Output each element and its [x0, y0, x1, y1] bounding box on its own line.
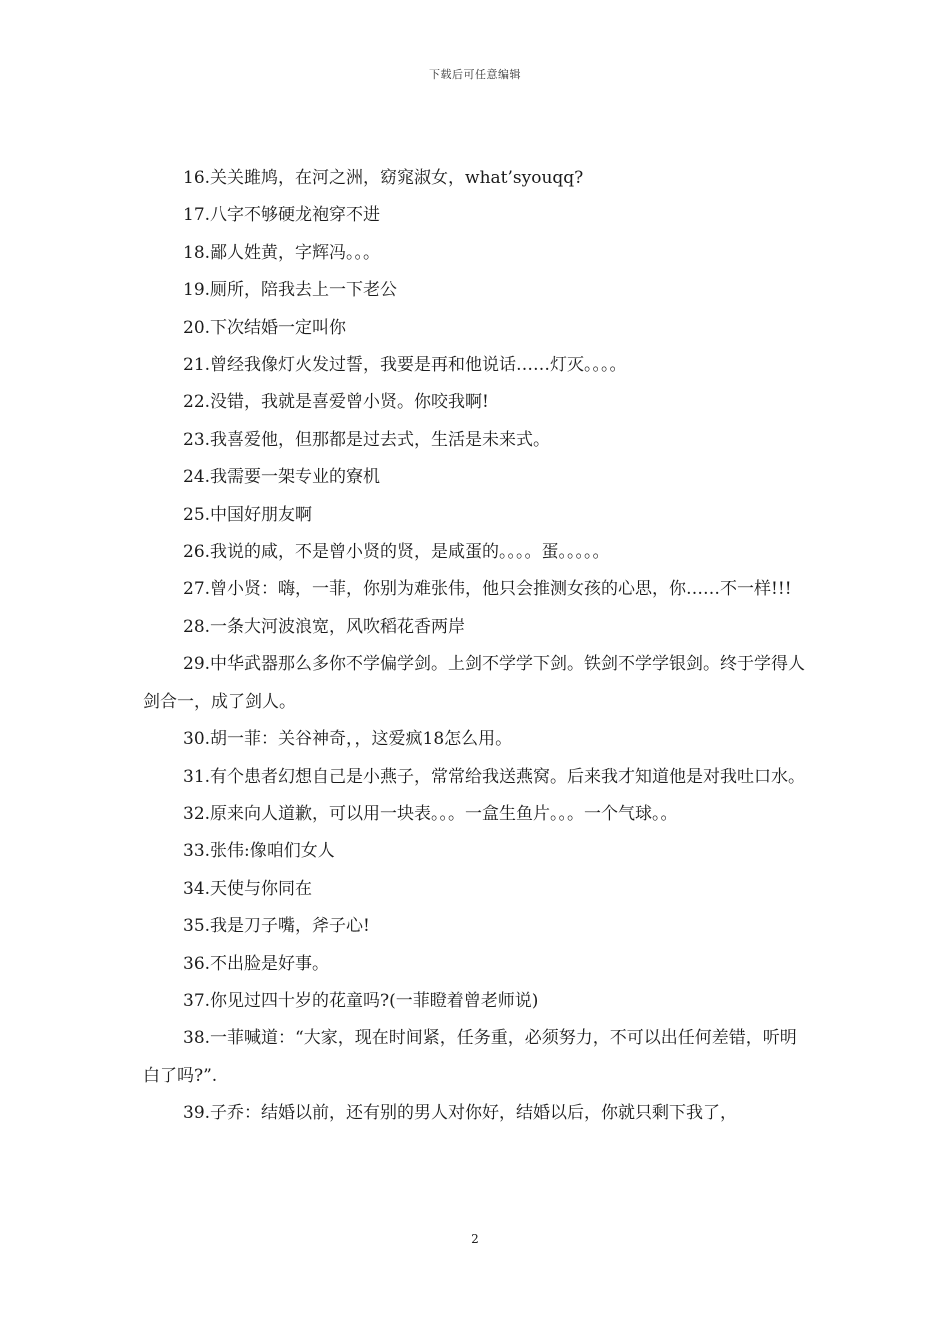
- paragraph: 35.我是刀子嘴，斧子心!: [183, 916, 370, 937]
- paragraph: 19.厕所，陪我去上一下老公: [183, 280, 398, 301]
- paragraph: 36.不出脸是好事。: [183, 953, 330, 974]
- paragraph: 24.我需要一架专业的寮机: [183, 467, 381, 488]
- paragraph: 31.有个患者幻想自己是小燕子，常常给我送燕窝。后来我才知道他是对我吐口水。: [183, 766, 806, 787]
- paragraph: 23.我喜爱他，但那都是过去式，生活是未来式。: [183, 429, 551, 450]
- paragraph: 26.我说的咸，不是曾小贤的贤，是咸蛋的。。。。蛋。。。。。: [183, 542, 610, 563]
- paragraph: 16.关关雎鸠，在河之洲，窈窕淑女，what’syouqq?: [183, 168, 584, 188]
- paragraph: 29.中华武器那么多你不学偏学剑。上剑不学学下剑。铁剑不学学银剑。终于学得人剑合一，成了剑人。: [143, 654, 806, 712]
- paragraph: 33.张伟:像咱们女人: [183, 841, 335, 862]
- paragraph: 22.没错，我就是喜爱曾小贤。你咬我啊!: [183, 392, 489, 413]
- paragraph: 34.天使与你同在: [183, 878, 313, 899]
- page-header: 下载后可任意编辑: [429, 68, 521, 81]
- paragraph: 32.原来向人道歉，可以用一块表。。。一盒生鱼片。。。一个气球。。: [183, 803, 678, 824]
- document-body: [143, 160, 809, 1133]
- paragraph: 37.你见过四十岁的花童吗?(一菲瞪着曾老师说): [183, 990, 539, 1011]
- paragraph: 25.中国好朋友啊: [183, 504, 313, 525]
- paragraph: 38.一菲喊道：“大家，现在时间紧，任务重，必须努力，不可以出任何差错，听明白了吗?”.: [143, 1028, 797, 1086]
- page-number: 2: [471, 1232, 479, 1246]
- paragraph: 21.曾经我像灯火发过誓，我要是再和他说话……灯灭。。。。: [183, 355, 627, 376]
- paragraph: 28.一条大河波浪宽，风吹稻花香两岸: [183, 616, 466, 637]
- paragraph: 39.子乔：结婚以前，还有别的男人对你好，结婚以后，你就只剩下我了，: [183, 1103, 738, 1124]
- paragraph: 18.鄙人姓黄，字辉冯。。。: [183, 242, 381, 263]
- paragraph: 27.曾小贤：嗨，一菲，你别为难张伟，他只会推测女孩的心思，你……不一样!!!: [183, 579, 792, 600]
- paragraph: 20.下次结婚一定叫你: [183, 317, 347, 338]
- paragraph: 30.胡一菲：关谷神奇，，这爱疯18怎么用。: [183, 729, 513, 750]
- paragraph: 17.八字不够硬龙袍穿不进: [183, 205, 381, 226]
